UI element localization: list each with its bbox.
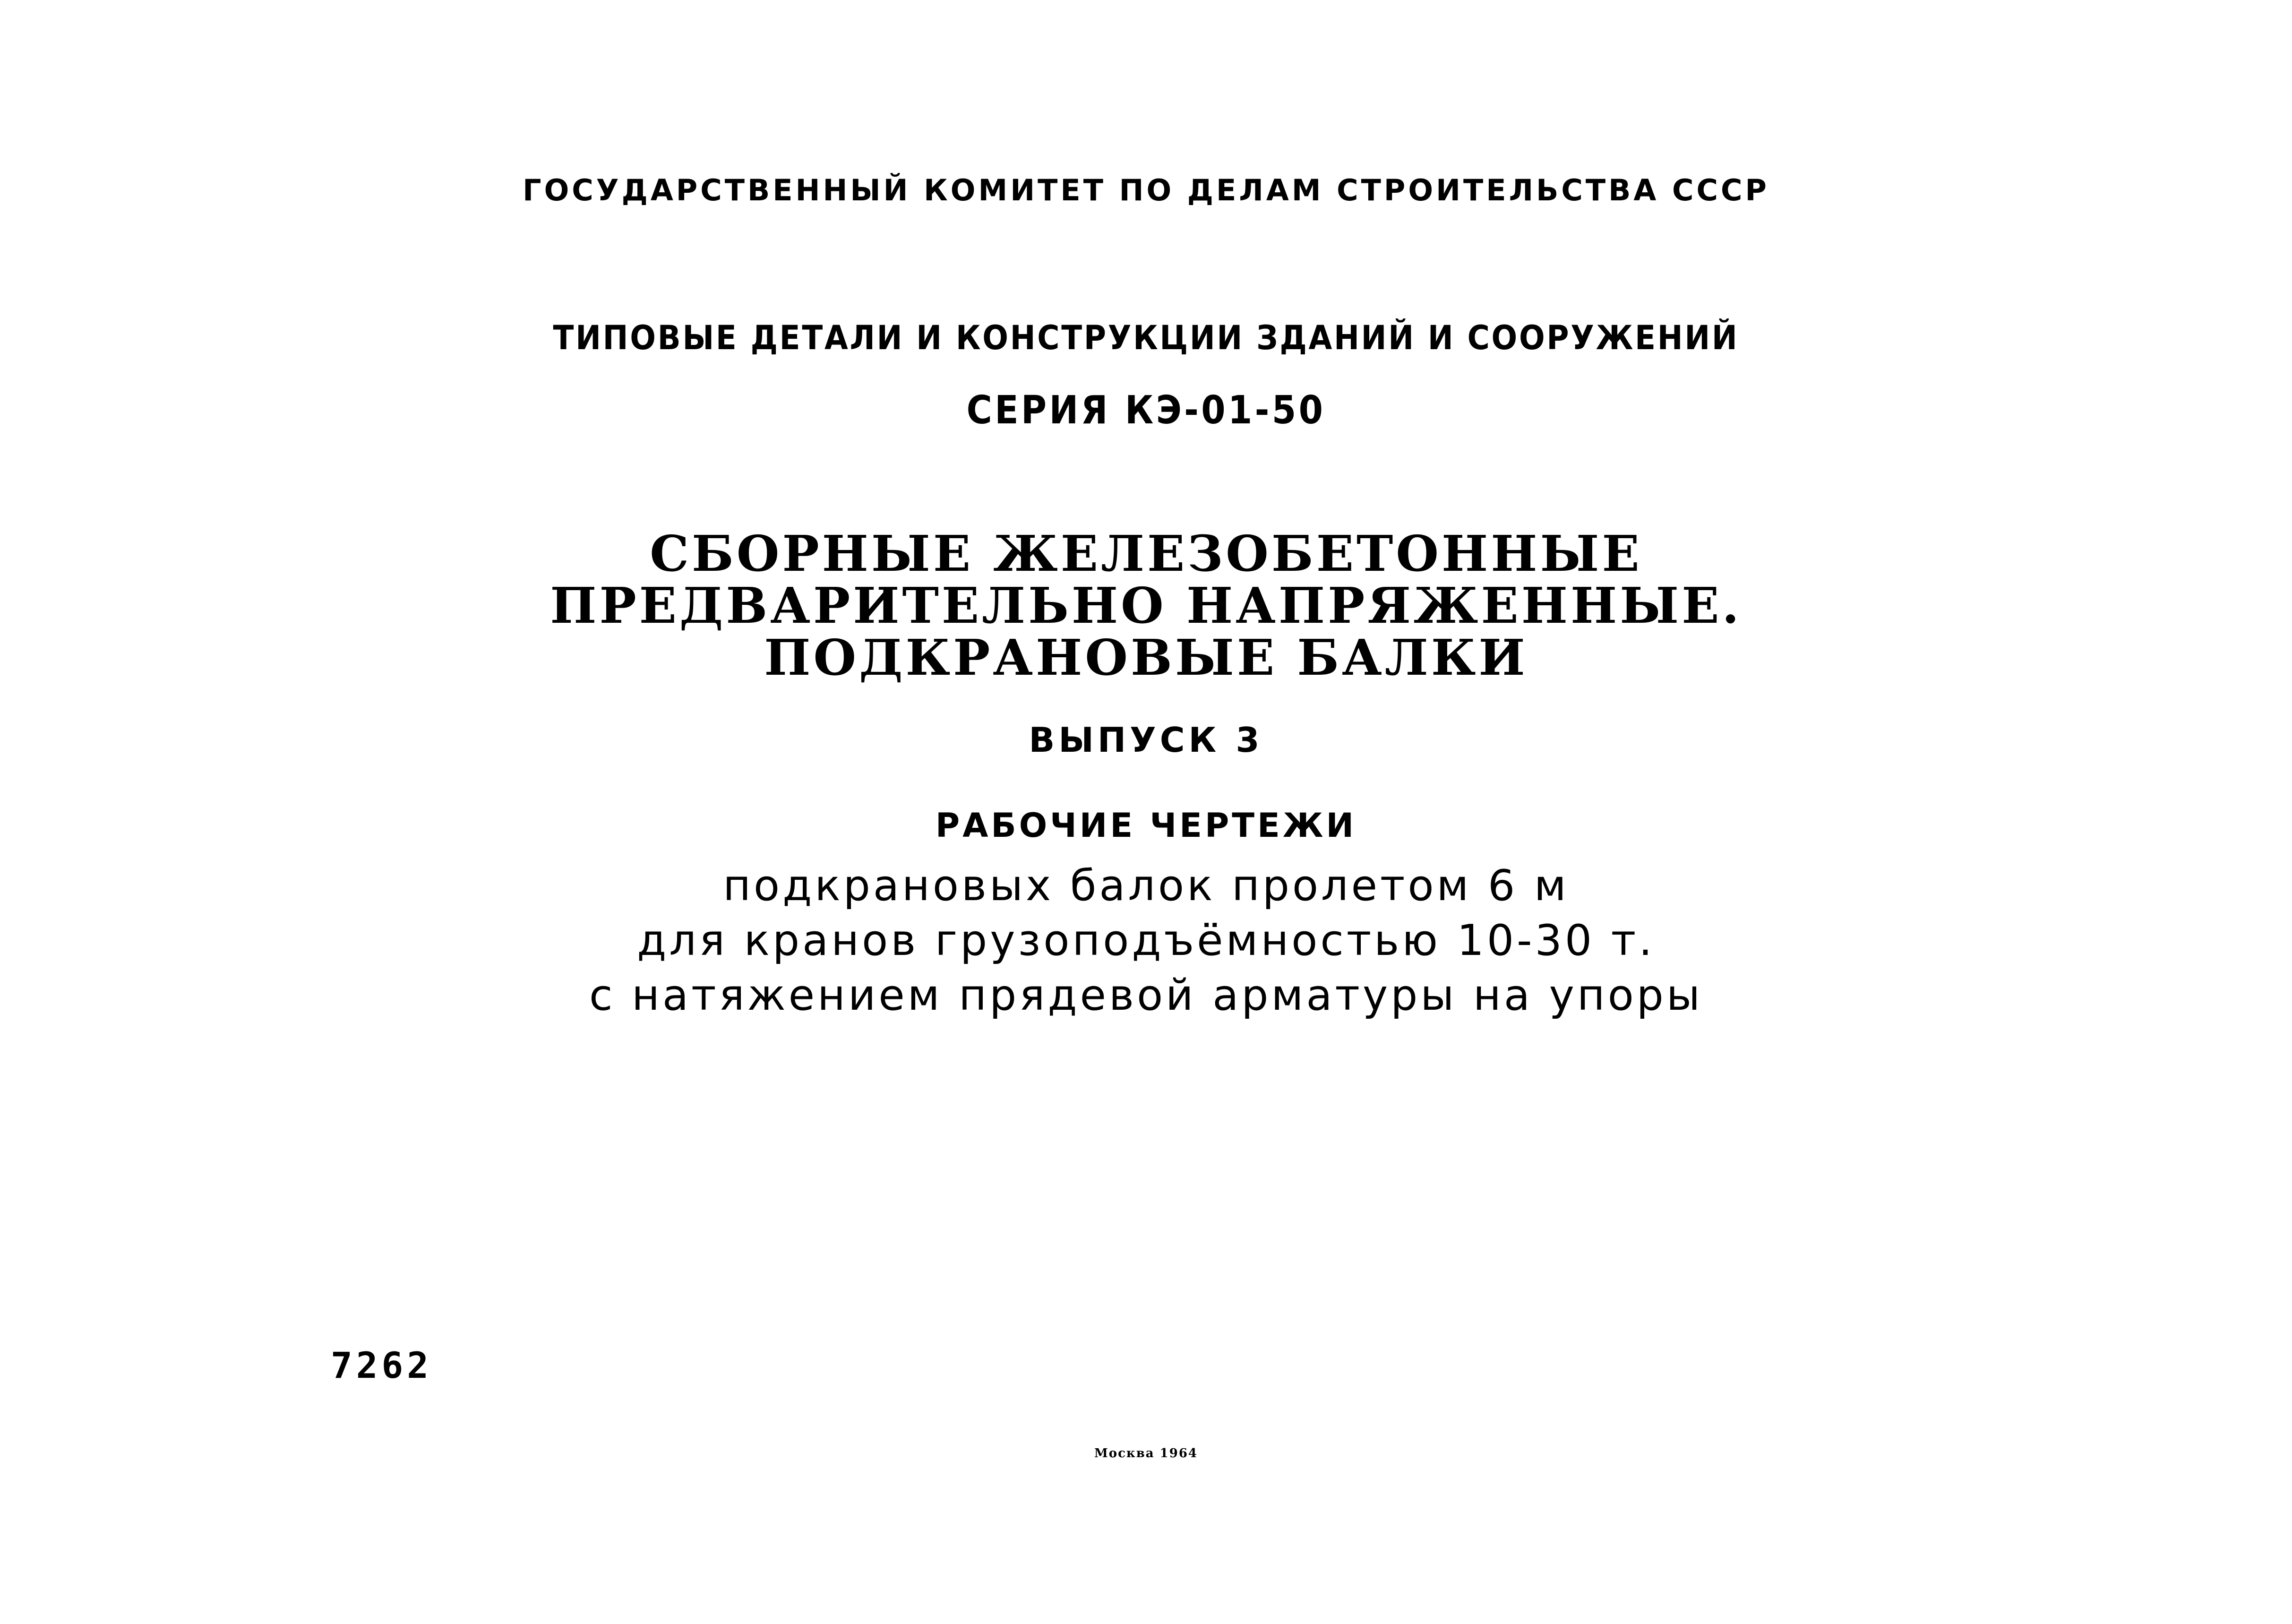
- description-line-3: с натяжением прядевой арматуры на упоры: [589, 971, 1703, 1020]
- working-drawings-heading: РАБОЧИЕ ЧЕРТЕЖИ: [935, 806, 1357, 845]
- title-line-2: ПРЕДВАРИТЕЛЬНО НАПРЯЖЕННЫЕ.: [550, 576, 1742, 635]
- series-heading: СЕРИЯ КЭ-01-50: [966, 388, 1326, 433]
- committee-heading: ГОСУДАРСТВЕННЫЙ КОМИТЕТ ПО ДЕЛАМ СТРОИТЕЛЬСТВА СССР: [523, 173, 1769, 207]
- description-line-1: подкрановых балок пролетом 6 м: [723, 861, 1569, 911]
- description-line-2: для кранов грузоподъёмностью 10-30 т.: [637, 916, 1655, 965]
- typical-details-heading: ТИПОВЫЕ ДЕТАЛИ И КОНСТРУКЦИИ ЗДАНИЙ И СООРУЖЕНИЙ: [553, 318, 1739, 357]
- title-line-3: ПОДКРАНОВЫЕ БАЛКИ: [764, 628, 1528, 687]
- title-line-1: СБОРНЫЕ ЖЕЛЕЗОБЕТОННЫЕ: [650, 524, 1642, 583]
- document-code: 7262: [331, 1344, 433, 1386]
- imprint: Москва 1964: [1094, 1446, 1198, 1461]
- issue-label: ВЫПУСК 3: [1029, 720, 1263, 760]
